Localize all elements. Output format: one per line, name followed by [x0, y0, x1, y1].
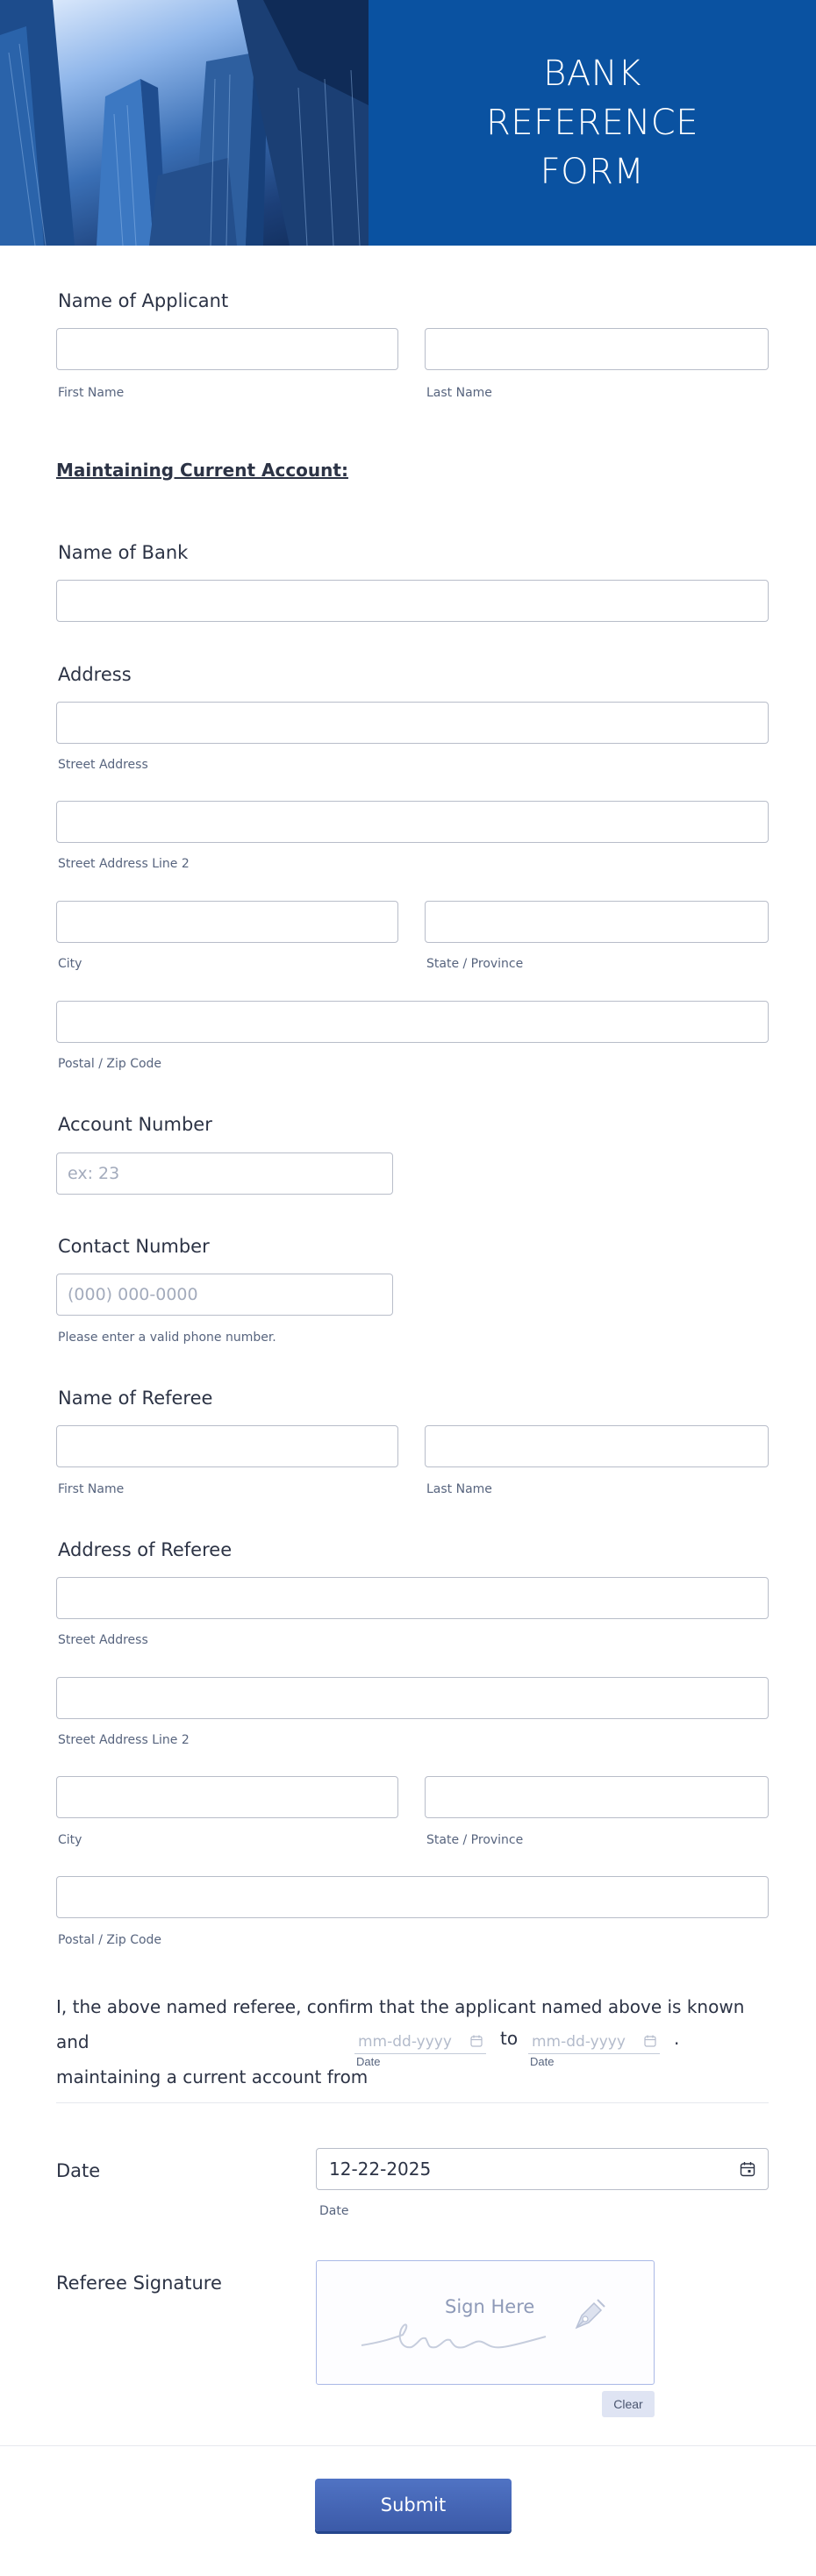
submit-button[interactable]: Submit: [315, 2479, 512, 2531]
footer-divider: [0, 2445, 816, 2446]
city-sublabel: City: [58, 957, 82, 971]
applicant-last-name-sublabel: Last Name: [426, 386, 492, 400]
referee-state-sublabel: State / Province: [426, 1833, 524, 1847]
zip-input[interactable]: [56, 1001, 769, 1043]
form-header: [0, 0, 816, 246]
referee-street-address-line2-sublabel: Street Address Line 2: [58, 1733, 190, 1747]
to-date-placeholder: mm-dd-yyyy: [532, 2033, 626, 2051]
street-address-sublabel: Street Address: [58, 758, 148, 772]
city-input[interactable]: [56, 901, 398, 943]
from-date-sublabel: Date: [356, 2055, 381, 2068]
referee-signature-label: Referee Signature: [56, 2273, 222, 2294]
sign-here-placeholder: Sign Here: [445, 2296, 535, 2317]
bank-name-input[interactable]: [56, 580, 769, 622]
street-address-input[interactable]: [56, 702, 769, 744]
referee-address-label: Address of Referee: [58, 1539, 233, 1560]
referee-zip-input[interactable]: [56, 1876, 769, 1918]
calendar-icon[interactable]: [740, 2161, 755, 2181]
applicant-name-label: Name of Applicant: [58, 290, 229, 311]
applicant-last-name-input[interactable]: [425, 328, 769, 370]
period-text: .: [674, 2028, 680, 2049]
date-sublabel: Date: [319, 2204, 349, 2218]
contact-number-label: Contact Number: [58, 1236, 210, 1257]
date-input[interactable]: [316, 2148, 769, 2190]
state-input[interactable]: [425, 901, 769, 943]
section-divider: [56, 2102, 769, 2103]
referee-last-name-sublabel: Last Name: [426, 1482, 492, 1496]
calendar-icon[interactable]: [644, 2035, 656, 2052]
referee-first-name-input[interactable]: [56, 1425, 398, 1467]
confirmation-line-2: maintaining a current account from: [56, 2066, 369, 2087]
applicant-first-name-sublabel: First Name: [58, 386, 125, 400]
confirmation-line-1: I, the above named referee, confirm that the applicant named above is known and: [56, 1996, 745, 2052]
referee-city-input[interactable]: [56, 1776, 398, 1818]
contact-number-input[interactable]: [56, 1274, 393, 1316]
referee-street-address-sublabel: Street Address: [58, 1633, 148, 1647]
referee-city-sublabel: City: [58, 1833, 82, 1847]
bank-name-label: Name of Bank: [58, 542, 189, 563]
account-number-input[interactable]: [56, 1152, 393, 1195]
referee-name-label: Name of Referee: [58, 1388, 213, 1409]
clear-signature-button[interactable]: Clear: [602, 2391, 655, 2417]
street-address-line2-input[interactable]: [56, 801, 769, 843]
signature-pad[interactable]: [316, 2260, 655, 2385]
referee-last-name-input[interactable]: [425, 1425, 769, 1467]
date-value: 12-22-2025: [329, 2159, 432, 2180]
header-title-panel: [369, 0, 816, 246]
to-text: to: [500, 2028, 519, 2049]
account-number-label: Account Number: [58, 1114, 212, 1135]
contact-number-hint: Please enter a valid phone number.: [58, 1331, 276, 1345]
referee-street-address-input[interactable]: [56, 1577, 769, 1619]
city-skyscrapers-image: [0, 0, 369, 246]
applicant-first-name-input[interactable]: [56, 328, 398, 370]
contact-number-placeholder: (000) 000-0000: [68, 1285, 198, 1304]
referee-state-input[interactable]: [425, 1776, 769, 1818]
street-address-line2-sublabel: Street Address Line 2: [58, 857, 190, 871]
address-label: Address: [58, 664, 132, 685]
date-label: Date: [56, 2160, 101, 2181]
referee-street-address-line2-input[interactable]: [56, 1677, 769, 1719]
zip-sublabel: Postal / Zip Code: [58, 1057, 162, 1071]
to-date-sublabel: Date: [530, 2055, 555, 2068]
from-date-placeholder: mm-dd-yyyy: [358, 2033, 452, 2051]
pen-icon: [569, 2296, 608, 2339]
referee-first-name-sublabel: First Name: [58, 1482, 125, 1496]
state-sublabel: State / Province: [426, 957, 524, 971]
from-date-input[interactable]: [354, 2030, 486, 2054]
to-date-input[interactable]: [528, 2030, 660, 2054]
section-heading: Maintaining Current Account:: [56, 460, 348, 481]
calendar-icon[interactable]: [470, 2035, 483, 2052]
referee-zip-sublabel: Postal / Zip Code: [58, 1933, 162, 1947]
form-title: BANK REFERENCE FORM: [485, 54, 699, 192]
account-number-placeholder: ex: 23: [68, 1164, 120, 1183]
